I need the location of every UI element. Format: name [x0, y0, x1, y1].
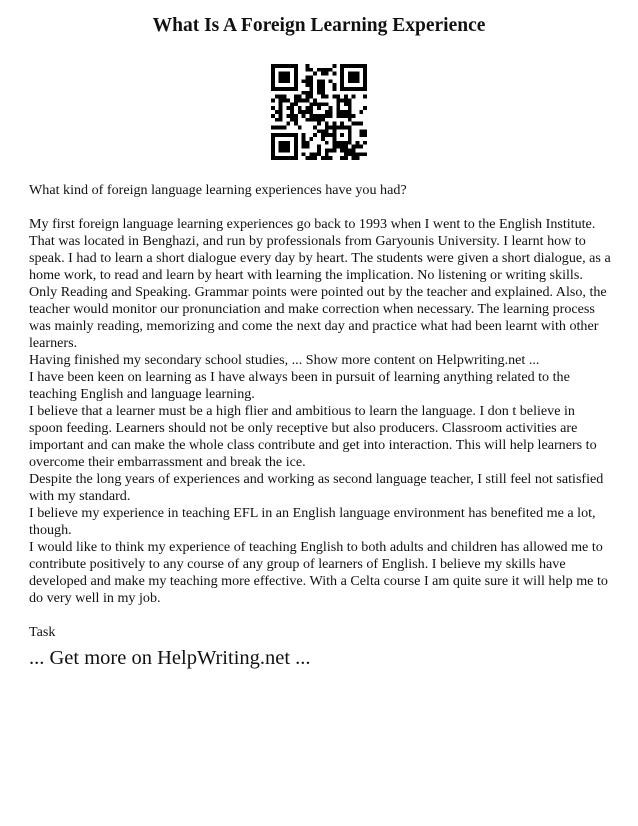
paragraph: Having finished my secondary school studies, ... Show more content on Helpwriting.net ...	[29, 352, 540, 368]
page-title: What Is A Foreign Learning Experience	[152, 15, 486, 36]
task-label: Task	[29, 624, 56, 640]
paragraph: I believe that a learner must be a high flier and ambitious to learn the language. I don t believe in spoon feeding. Learners should not be only receptive but also producers. Classroom activities are important and can make the whole class contribute and get into interaction. This will help learners to overcome their embarrassment and break the ice.	[29, 403, 597, 470]
paragraph: Despite the long years of experiences and working as second language teacher, I still feel not satisfied with my standard.	[29, 471, 604, 504]
paragraph: I would like to think my experience of teaching English to both adults and children has allowed me to contribute positively to any course of any group of learners of English. I believe my skills have developed and make my teaching more effective. With a Celta course I am quite sure it will help me to do very well in my job.	[29, 539, 608, 606]
qr-code-graphic	[271, 64, 367, 160]
qr-code-icon	[271, 64, 367, 160]
article-body	[29, 182, 611, 641]
paragraph: My first foreign language learning experiences go back to 1993 when I went to the English Institute. That was located in Benghazi, and run by professionals from Garyounis University. I learnt how to speak. I had to learn a short dialogue every day by heart. The students were given a short dialogue, as a home work, to read and learn by heart with learning the implication. No listening or writing skills. Only Reading and Speaking. Grammar points were pointed out by the teacher and explained. Also, the teacher would monitor our pronunciation and make correction when necessary. The learning process was mainly reading, memorizing and come the next day and practice what had been learnt with other learners.	[29, 216, 611, 351]
question-text: What kind of foreign language learning experiences have you had?	[29, 182, 407, 198]
get-more-link[interactable]: ... Get more on HelpWriting.net ...	[29, 647, 311, 669]
paragraph: I believe my experience in teaching EFL in an English language environment has benefited me a lot, though.	[29, 505, 596, 538]
paragraph: I have been keen on learning as I have always been in pursuit of learning anything related to the teaching English and language learning.	[29, 369, 570, 402]
